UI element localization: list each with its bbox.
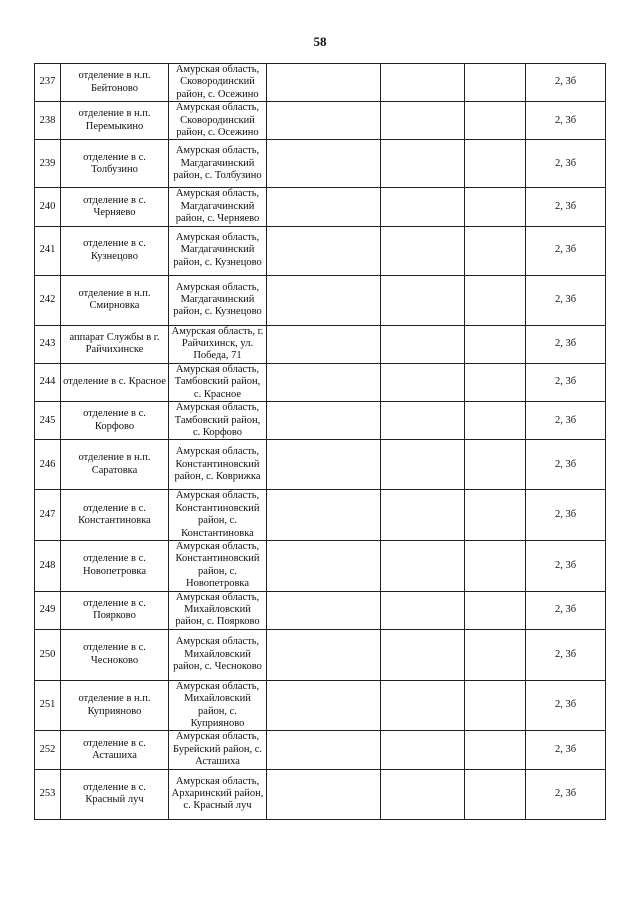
- unit-address: Амурская область, Сковородинский район, с. Осежино: [169, 102, 267, 140]
- unit-code: 2, 3б: [526, 64, 606, 102]
- unit-name: отделение в с. Новопетровка: [61, 540, 169, 591]
- unit-code: 2, 3б: [526, 102, 606, 140]
- row-number: 253: [35, 769, 61, 819]
- unit-address: Амурская область, Михайловский район, с. Поярково: [169, 591, 267, 629]
- table-row: [35, 490, 606, 541]
- unit-address: Амурская область, Магдагачинский район, с. Кузнецово: [169, 226, 267, 275]
- empty-cell: [465, 275, 526, 325]
- empty-cell: [465, 591, 526, 629]
- row-number: 244: [35, 363, 61, 401]
- unit-name: отделение в с. Черняево: [61, 188, 169, 226]
- empty-cell: [267, 490, 381, 541]
- unit-address: Амурская область, Магдагачинский район, с. Кузнецово: [169, 275, 267, 325]
- unit-code: 2, 3б: [526, 591, 606, 629]
- table-row: [35, 275, 606, 325]
- empty-cell: [381, 188, 465, 226]
- table-row: [35, 731, 606, 769]
- empty-cell: [381, 363, 465, 401]
- unit-name: отделение в с. Чесноково: [61, 629, 169, 680]
- empty-cell: [465, 540, 526, 591]
- unit-name: отделение в н.п. Смирновка: [61, 275, 169, 325]
- empty-cell: [381, 591, 465, 629]
- empty-cell: [267, 769, 381, 819]
- unit-name: отделение в с. Кузнецово: [61, 226, 169, 275]
- unit-address: Амурская область, Константиновский район, с. Коврижка: [169, 440, 267, 490]
- unit-code: 2, 3б: [526, 490, 606, 541]
- empty-cell: [267, 629, 381, 680]
- empty-cell: [381, 226, 465, 275]
- empty-cell: [381, 102, 465, 140]
- unit-address: Амурская область, Магдагачинский район, с. Толбузино: [169, 140, 267, 188]
- unit-name: отделение в н.п. Куприяново: [61, 680, 169, 731]
- table-row: [35, 591, 606, 629]
- row-number: 239: [35, 140, 61, 188]
- unit-address: Амурская область, г. Райчихинск, ул. Победа, 71: [169, 325, 267, 363]
- unit-address: Амурская область, Константиновский район, с. Константиновка: [169, 490, 267, 541]
- empty-cell: [465, 769, 526, 819]
- empty-cell: [267, 680, 381, 731]
- table-row: [35, 102, 606, 140]
- table-row: [35, 226, 606, 275]
- empty-cell: [267, 440, 381, 490]
- empty-cell: [381, 275, 465, 325]
- row-number: 243: [35, 325, 61, 363]
- unit-code: 2, 3б: [526, 363, 606, 401]
- page-number: 58: [313, 34, 327, 49]
- unit-name: отделение в н.п. Саратовка: [61, 440, 169, 490]
- empty-cell: [267, 325, 381, 363]
- unit-code: 2, 3б: [526, 680, 606, 731]
- table-row: [35, 64, 606, 102]
- unit-name: отделение в с. Константиновка: [61, 490, 169, 541]
- unit-code: 2, 3б: [526, 629, 606, 680]
- empty-cell: [381, 325, 465, 363]
- empty-cell: [381, 540, 465, 591]
- empty-cell: [465, 226, 526, 275]
- empty-cell: [465, 731, 526, 769]
- empty-cell: [267, 731, 381, 769]
- empty-cell: [267, 402, 381, 440]
- unit-address: Амурская область, Архаринский район, с. Красный луч: [169, 769, 267, 819]
- empty-cell: [381, 440, 465, 490]
- unit-address: Амурская область, Константиновский район, с. Новопетровка: [169, 540, 267, 591]
- row-number: 237: [35, 64, 61, 102]
- registry-table: [34, 63, 606, 820]
- unit-name: отделение в с. Корфово: [61, 402, 169, 440]
- row-number: 251: [35, 680, 61, 731]
- unit-code: 2, 3б: [526, 188, 606, 226]
- empty-cell: [381, 140, 465, 188]
- unit-name: отделение в с. Поярково: [61, 591, 169, 629]
- table-body: [35, 64, 606, 820]
- empty-cell: [465, 363, 526, 401]
- empty-cell: [267, 363, 381, 401]
- empty-cell: [381, 731, 465, 769]
- row-number: 238: [35, 102, 61, 140]
- unit-address: Амурская область, Тамбовский район, с. Корфово: [169, 402, 267, 440]
- unit-name: отделение в с. Красный луч: [61, 769, 169, 819]
- row-number: 241: [35, 226, 61, 275]
- empty-cell: [381, 769, 465, 819]
- empty-cell: [267, 275, 381, 325]
- row-number: 249: [35, 591, 61, 629]
- row-number: 242: [35, 275, 61, 325]
- empty-cell: [465, 325, 526, 363]
- row-number: 240: [35, 188, 61, 226]
- row-number: 247: [35, 490, 61, 541]
- empty-cell: [267, 226, 381, 275]
- table-row: [35, 325, 606, 363]
- unit-name: отделение в с. Красное: [61, 363, 169, 401]
- empty-cell: [267, 540, 381, 591]
- empty-cell: [465, 402, 526, 440]
- unit-name: отделение в н.п. Бейтоново: [61, 64, 169, 102]
- row-number: 250: [35, 629, 61, 680]
- unit-code: 2, 3б: [526, 325, 606, 363]
- unit-address: Амурская область, Сковородинский район, с. Осежино: [169, 64, 267, 102]
- unit-address: Амурская область, Тамбовский район, с. Красное: [169, 363, 267, 401]
- empty-cell: [465, 680, 526, 731]
- empty-cell: [381, 680, 465, 731]
- table-row: [35, 769, 606, 819]
- empty-cell: [381, 490, 465, 541]
- empty-cell: [465, 64, 526, 102]
- table-row: [35, 629, 606, 680]
- unit-code: 2, 3б: [526, 275, 606, 325]
- unit-code: 2, 3б: [526, 440, 606, 490]
- empty-cell: [465, 140, 526, 188]
- unit-name: отделение в с. Асташиха: [61, 731, 169, 769]
- empty-cell: [267, 591, 381, 629]
- empty-cell: [267, 102, 381, 140]
- unit-name: аппарат Службы в г. Райчихинске: [61, 325, 169, 363]
- unit-code: 2, 3б: [526, 226, 606, 275]
- row-number: 245: [35, 402, 61, 440]
- unit-name: отделение в с. Толбузино: [61, 140, 169, 188]
- table-row: [35, 540, 606, 591]
- unit-address: Амурская область, Магдагачинский район, с. Черняево: [169, 188, 267, 226]
- empty-cell: [465, 102, 526, 140]
- row-number: 252: [35, 731, 61, 769]
- unit-code: 2, 3б: [526, 769, 606, 819]
- unit-code: 2, 3б: [526, 140, 606, 188]
- empty-cell: [465, 629, 526, 680]
- unit-code: 2, 3б: [526, 402, 606, 440]
- table-row: [35, 680, 606, 731]
- row-number: 246: [35, 440, 61, 490]
- table-row: [35, 440, 606, 490]
- empty-cell: [465, 440, 526, 490]
- empty-cell: [465, 188, 526, 226]
- unit-code: 2, 3б: [526, 731, 606, 769]
- empty-cell: [381, 629, 465, 680]
- unit-address: Амурская область, Михайловский район, с. Куприяново: [169, 680, 267, 731]
- row-number: 248: [35, 540, 61, 591]
- table-row: [35, 188, 606, 226]
- unit-address: Амурская область, Михайловский район, с. Чесноково: [169, 629, 267, 680]
- unit-name: отделение в н.п. Перемыкино: [61, 102, 169, 140]
- unit-code: 2, 3б: [526, 540, 606, 591]
- table-row: [35, 140, 606, 188]
- empty-cell: [267, 140, 381, 188]
- empty-cell: [465, 490, 526, 541]
- table-row: [35, 402, 606, 440]
- unit-address: Амурская область, Бурейский район, с. Асташиха: [169, 731, 267, 769]
- empty-cell: [267, 64, 381, 102]
- empty-cell: [381, 402, 465, 440]
- empty-cell: [267, 188, 381, 226]
- table-row: [35, 363, 606, 401]
- empty-cell: [381, 64, 465, 102]
